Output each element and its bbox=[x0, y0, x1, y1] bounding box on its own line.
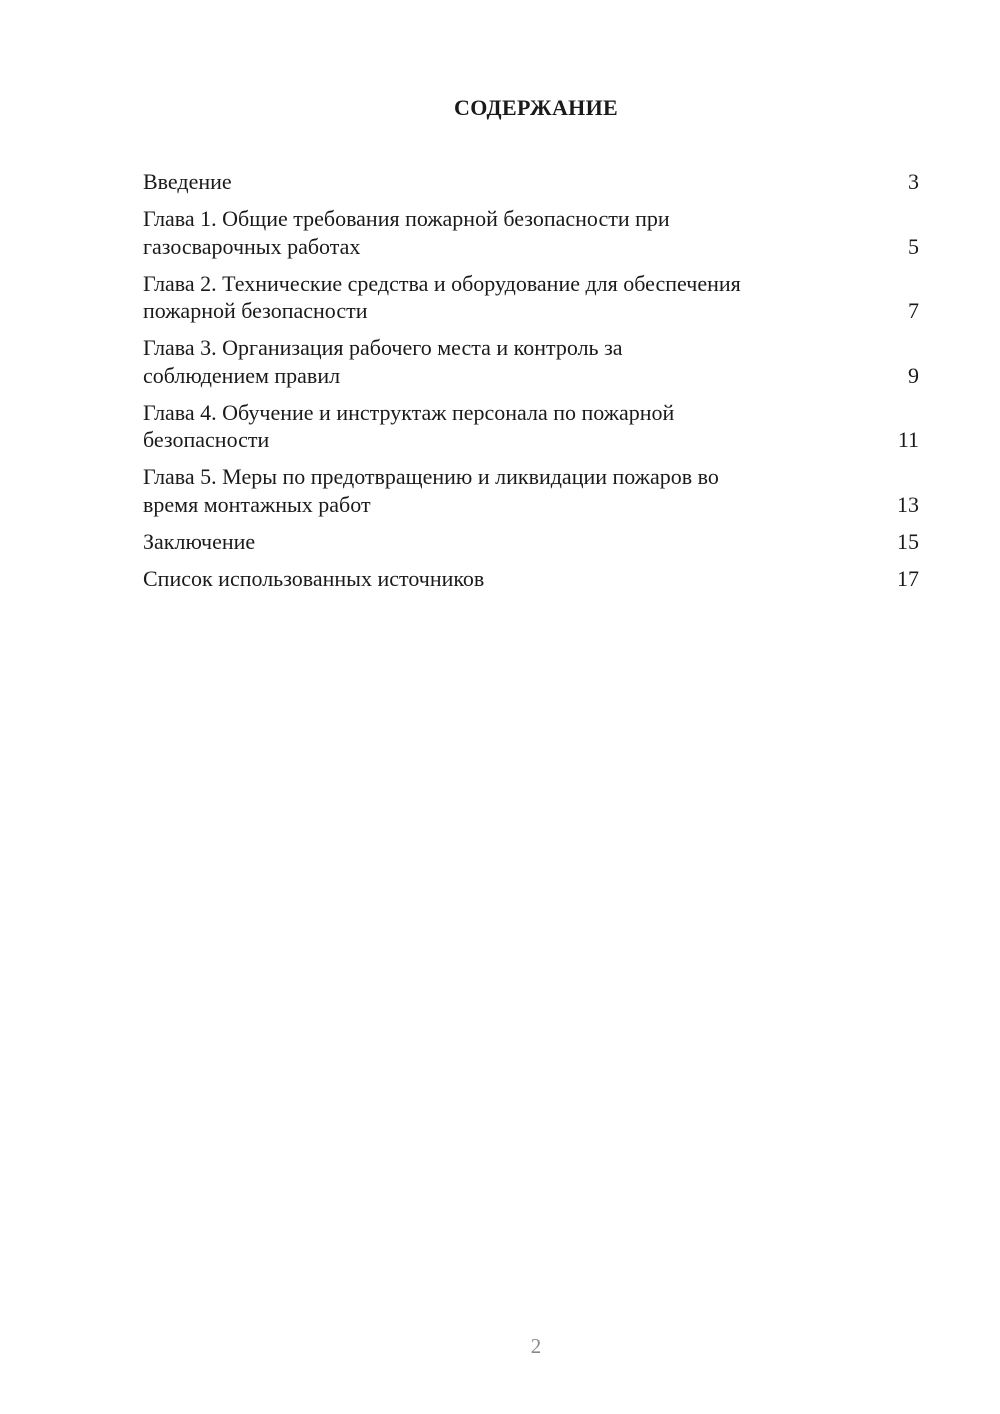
toc-entry-title: Список использованных источников bbox=[143, 565, 485, 591]
toc-entry-references[interactable] bbox=[143, 565, 919, 593]
toc-page-number: 3 bbox=[908, 169, 919, 194]
toc-entry-title-continuation: соблюдением правил bbox=[143, 362, 341, 388]
toc-entry-title: Глава 3. Организация рабочего места и контроль за bbox=[143, 335, 623, 360]
toc-entry-title: Заключение bbox=[143, 528, 256, 554]
toc-entry-title-continuation: газосварочных работах bbox=[143, 233, 361, 259]
toc-entry-chapter-2[interactable] bbox=[143, 270, 919, 325]
toc-entry-title-continuation: пожарной безопасности bbox=[143, 298, 368, 323]
toc-page-number: 7 bbox=[908, 298, 919, 323]
toc-entry-conclusion[interactable] bbox=[143, 528, 919, 556]
toc-heading: СОДЕРЖАНИЕ bbox=[454, 95, 618, 120]
toc-entry-chapter-4[interactable] bbox=[143, 399, 919, 454]
toc-entry-chapter-3[interactable] bbox=[143, 334, 919, 389]
toc-page-number: 13 bbox=[897, 491, 919, 517]
toc-entry-title: Глава 2. Технические средства и оборудование для обеспечения bbox=[143, 270, 741, 296]
toc-page-number: 15 bbox=[897, 528, 919, 554]
table-of-contents bbox=[143, 168, 919, 602]
toc-entry-title-continuation: время монтажных работ bbox=[143, 491, 371, 517]
toc-page-number: 11 bbox=[897, 427, 919, 452]
toc-page-number: 17 bbox=[897, 565, 919, 591]
toc-entry-title: Введение bbox=[143, 169, 232, 194]
toc-entry-introduction[interactable] bbox=[143, 168, 919, 196]
toc-entry-title: Глава 5. Меры по предотвращению и ликвидации пожаров во bbox=[143, 464, 719, 489]
toc-entry-title: Глава 4. Обучение и инструктаж персонала по пожарной bbox=[143, 399, 675, 425]
toc-page-number: 9 bbox=[908, 362, 919, 388]
toc-entry-title-continuation: безопасности bbox=[143, 427, 270, 452]
toc-entry-title: Глава 1. Общие требования пожарной безопасности при bbox=[143, 206, 670, 231]
toc-page-number: 5 bbox=[908, 233, 919, 259]
page-number: 2 bbox=[530, 1334, 542, 1358]
toc-entry-chapter-5[interactable] bbox=[143, 463, 919, 518]
toc-entry-chapter-1[interactable] bbox=[143, 205, 919, 260]
